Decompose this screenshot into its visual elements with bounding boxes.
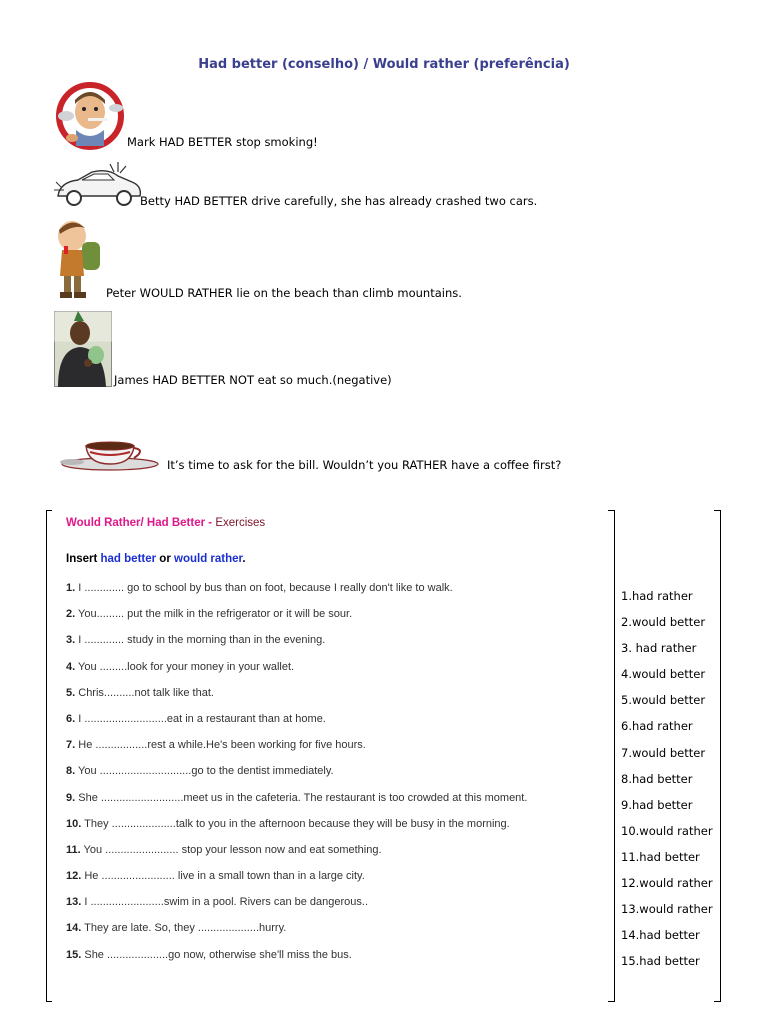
- instruction-option-would-rather: would rather: [174, 553, 243, 565]
- question-text: She ...........................meet us in the cafeteria. The restaurant is too crowded at this moment.: [75, 791, 528, 804]
- answer-item: 6.had rather: [621, 719, 693, 734]
- question-item: [66, 659, 527, 685]
- question-number: 15.: [66, 948, 82, 961]
- instruction-text: Insert: [66, 553, 101, 565]
- exercise-box-right-border: [714, 510, 721, 1002]
- question-number: 12.: [66, 870, 82, 883]
- answer-list: [621, 588, 713, 979]
- exercise-box-left-border: [46, 510, 53, 1002]
- question-number: 5.: [66, 686, 76, 699]
- answer-item: 8.had better: [621, 771, 693, 786]
- instruction-text: .: [242, 553, 246, 565]
- question-item: [66, 920, 527, 946]
- question-text: I ........................swim in a pool. Rivers can be dangerous..: [81, 896, 369, 909]
- question-number: 6.: [66, 712, 76, 725]
- question-text: They are late. So, they ....................hurry.: [81, 922, 287, 935]
- question-text: You .........look for your money in your wallet.: [75, 660, 295, 673]
- answer-item: 13.would rather: [621, 902, 713, 917]
- question-number: 4.: [66, 660, 76, 673]
- example-sentence: Betty HAD BETTER drive carefully, she has already crashed two cars.: [140, 194, 538, 208]
- example-sentence: Peter WOULD RATHER lie on the beach than climb mountains.: [106, 286, 462, 300]
- question-item: [66, 947, 527, 973]
- answer-column-divider: [614, 510, 615, 1002]
- question-item: [66, 711, 527, 737]
- answer-item: 3. had rather: [621, 641, 697, 656]
- coffee-cup-picture: [58, 440, 162, 472]
- question-number: 9.: [66, 791, 76, 804]
- example-sentence: Mark HAD BETTER stop smoking!: [127, 135, 318, 149]
- question-item: [66, 632, 527, 658]
- question-item: [66, 763, 527, 789]
- question-item: [66, 606, 527, 632]
- question-text: Chris..........not talk like that.: [75, 686, 214, 699]
- question-number: 14.: [66, 922, 82, 935]
- question-number: 11.: [66, 843, 81, 856]
- instruction-text: or: [156, 553, 174, 565]
- answer-item: 15.had better: [621, 954, 700, 969]
- answer-item: 11.had better: [621, 849, 700, 864]
- question-text: They .....................talk to you in the afternoon because they will be busy in the morning.: [81, 817, 510, 830]
- question-item: [66, 868, 527, 894]
- exercise-heading-subtitle: Exercises: [215, 517, 266, 529]
- hiker-picture: [52, 218, 104, 302]
- answer-item: 1.had rather: [621, 589, 693, 603]
- question-text: He ........................ live in a small town than in a large city.: [81, 870, 365, 883]
- question-list: [66, 580, 527, 973]
- instruction-option-had-better: had better: [100, 553, 157, 565]
- answer-item: 9.had better: [621, 797, 693, 812]
- crashed-car-picture: [52, 160, 144, 212]
- question-number: 3.: [66, 634, 76, 647]
- question-number: 13.: [66, 896, 82, 909]
- example-sentence: It’s time to ask for the bill. Wouldn’t you RATHER have a coffee first?: [167, 458, 562, 472]
- question-number: 7.: [66, 739, 76, 752]
- answer-item: 12.would rather: [621, 876, 713, 891]
- question-text: She ....................go now, otherwise she'll miss the bus.: [81, 948, 352, 961]
- exercise-heading: [66, 517, 265, 529]
- question-number: 1.: [66, 582, 76, 594]
- question-item: [66, 816, 527, 842]
- question-number: 2.: [66, 608, 76, 621]
- question-item: [66, 894, 527, 920]
- answer-item: 7.would better: [621, 745, 706, 760]
- question-text: You ........................ stop your lesson now and eat something.: [80, 843, 382, 856]
- question-text: I ...........................eat in a restaurant than at home.: [75, 712, 326, 725]
- answer-item: 4.would better: [621, 667, 706, 682]
- answer-item: 10.would rather: [621, 823, 713, 838]
- question-item: [66, 842, 527, 868]
- question-text: He .................rest a while.He's been working for five hours.: [75, 739, 366, 752]
- question-text: You ..............................go to the dentist immediately.: [75, 765, 334, 778]
- question-item: [66, 685, 527, 711]
- question-text: You......... put the milk in the refrigerator or it will be sour.: [75, 608, 353, 621]
- question-item: [66, 580, 527, 606]
- question-item: [66, 737, 527, 763]
- question-number: 10.: [66, 817, 82, 830]
- question-text: I ............. go to school by bus than on foot, because I really don't like to walk.: [75, 582, 453, 594]
- example-sentence: James HAD BETTER NOT eat so much.(negative): [114, 373, 392, 387]
- exercise-instruction: [66, 553, 246, 565]
- smoking-man-picture: [54, 82, 126, 150]
- question-number: 8.: [66, 765, 76, 778]
- question-item: [66, 790, 527, 816]
- eating-man-photo: [54, 311, 112, 387]
- exercise-heading-title: Would Rather/ Had Better -: [66, 517, 216, 529]
- page-title: Had better (conselho) / Would rather (preferência): [198, 57, 570, 72]
- answer-item: 14.had better: [621, 928, 700, 943]
- question-text: I ............. study in the morning than in the evening.: [75, 634, 326, 647]
- answer-item: 5.would better: [621, 693, 706, 708]
- answer-item: 2.would better: [621, 615, 706, 630]
